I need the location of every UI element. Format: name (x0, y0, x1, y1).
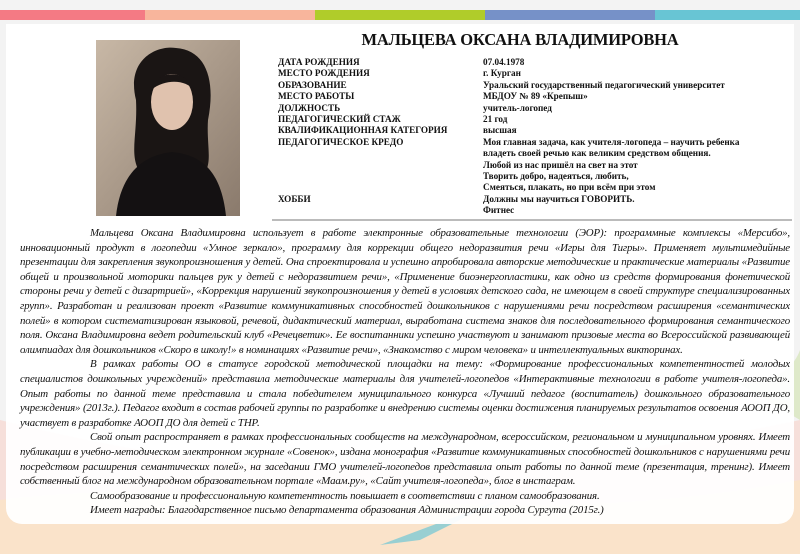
info-value: Уральский государственный педагогический университет (483, 79, 725, 90)
portrait-photo (96, 40, 240, 216)
info-label: ХОББИ (278, 193, 311, 204)
page-title: МАЛЬЦЕВА ОКСАНА ВЛАДИМИРОВНА (361, 30, 679, 49)
info-label (278, 160, 483, 171)
info-row (278, 103, 793, 114)
info-value: высшая (483, 125, 517, 136)
info-label: МЕСТО РАБОТЫ (278, 91, 355, 102)
info-label: ПЕДАГОГИЧЕСКОЕ КРЕДО (278, 136, 404, 147)
info-row (278, 148, 793, 159)
info-value: Творить добро, надеяться, любить, (483, 171, 629, 182)
info-label: ДОЛЖНОСТЬ (278, 102, 341, 113)
info-label: ПЕДАГОГИЧЕСКИЙ СТАЖ (278, 114, 401, 125)
paragraph-eor: Мальцева Оксана Владимировна использует в работе электронные образовательные технологии (ЭОР): программные комплексы «Мерсибо», инновационный продукт в логопедии «Умное зеркало», программу для коррекции общего недоразвития речи «Игры для Тигры». Применяет мультимедийные презентации для закрепления звукопроизношения у детей. Она спроектировала и успешно апробировала авторские методические и практические материалы «Развитие общей и произвольной моторики пальцев рук у детей с недоразвитием речи», «Применение биоэнергопластики, как одно из средств формирования фонетической стороны речи у детей с дизартрией», «Коррекция нарушений звукопроизношения у детей в условиях детского сада, не имеющем в своей структуре специализированных групп». Разработан и реализован проект «Развитие коммуникативных способностей дошкольников с нарушениями речи посредством расширения «семантических полей» в котором систематизирован языковой, речевой, дидактический материал, выработана система знаков для последовательного формирования семантического поля. Оксана Владимировна ведет родительский клуб «Речецветик». Ее воспитанники успешно участвуют и занимают призовые места во Всероссийской развивающей олимпиадах для дошкольников «Скоро в школу!» в номинациях «Развитие речи», «Знакомство с миром человека» и интеллектуальных викторинах. (20, 227, 790, 356)
info-value: Смеяться, плакать, но при всём при этом (483, 182, 656, 193)
info-table (278, 57, 793, 217)
divider (272, 219, 792, 221)
paragraph-methodical: В рамках работы ОО в статусе городской методической площадки на тему: «Формирование профессиональных компетентностей молодых специалистов дошкольных учреждений» представила методические материалы для учителей-логопедов «Интерактивные технологии в работе учителя-логопеда». Опыт работы по данной теме представила и стала победителем муниципального конкурса «Лучший педагог (воспитатель) дошкольного образовательного учреждения» (2013г.). Педагог входит в состав рабочей группы по разработке и внедрению системы оценки достижения планируемых результатов освоения АООП ДО, участвует в разработке АООП ДО для детей с ТНР. (20, 358, 790, 429)
biography-text (20, 226, 790, 518)
info-row (278, 194, 793, 205)
info-row (278, 137, 793, 148)
info-row (278, 57, 793, 68)
info-value: МБДОУ № 89 «Крепыш» (483, 91, 588, 102)
info-value: 21 год (483, 114, 508, 125)
info-value: Любой из нас пришёл на свет на этот (483, 159, 638, 170)
info-row (278, 80, 793, 91)
color-bar (0, 10, 800, 20)
info-label (278, 148, 483, 159)
info-row (278, 68, 793, 79)
info-label (278, 171, 483, 182)
info-row (278, 125, 793, 136)
info-row (278, 205, 793, 216)
info-label: ОБРАЗОВАНИЕ (278, 79, 347, 90)
info-row (278, 91, 793, 102)
info-label: МЕСТО РОЖДЕНИЯ (278, 68, 370, 79)
info-row (278, 171, 793, 182)
info-row (278, 114, 793, 125)
info-value: владеть своей речью как великим средством общения. (483, 148, 711, 159)
info-row (278, 160, 793, 171)
info-value: учитель-логопед (483, 102, 552, 113)
info-label: КВАЛИФИКАЦИОННАЯ КАТЕГОРИЯ (278, 125, 448, 136)
paragraph-awards: Имеет награды: Благодарственное письмо департамента образования Администрации города Сургута (2015г.) (90, 504, 604, 517)
paragraph-self-education: Самообразование и профессиональную компетентность повышает в соответствии с планом самообразования. (90, 489, 600, 502)
info-label (278, 205, 483, 216)
info-value: Моя главная задача, как учителя-логопеда – научить ребенка (483, 136, 740, 147)
info-label (278, 182, 483, 193)
info-label: ДАТА РОЖДЕНИЯ (278, 57, 360, 67)
info-value: г. Курган (483, 68, 521, 79)
info-value: Фитнес (483, 205, 515, 216)
info-value: Должны мы научиться ГОВОРИТЬ. (483, 193, 635, 204)
paragraph-experience: Свой опыт распространяет в рамках профессиональных сообществ на международном, всероссийском, региональном и муниципальном уровнях. Имеет публикации в учебно-методическом электронном журнале «Совенок», издана монография «Развитие коммуникативных способностей дошкольников с нарушениями речи посредством расширения семантических полей», на заседании ГМО учителей-логопедов представила опыт работы по данной теме (презентация, тренинг). Имеет собственный блог на международном образовательном портале «Маам.ру», «Сайт учителя-логопеда», блог в инстаграм. (20, 431, 790, 488)
info-value: 07.04.1978 (483, 57, 525, 67)
info-row (278, 182, 793, 193)
